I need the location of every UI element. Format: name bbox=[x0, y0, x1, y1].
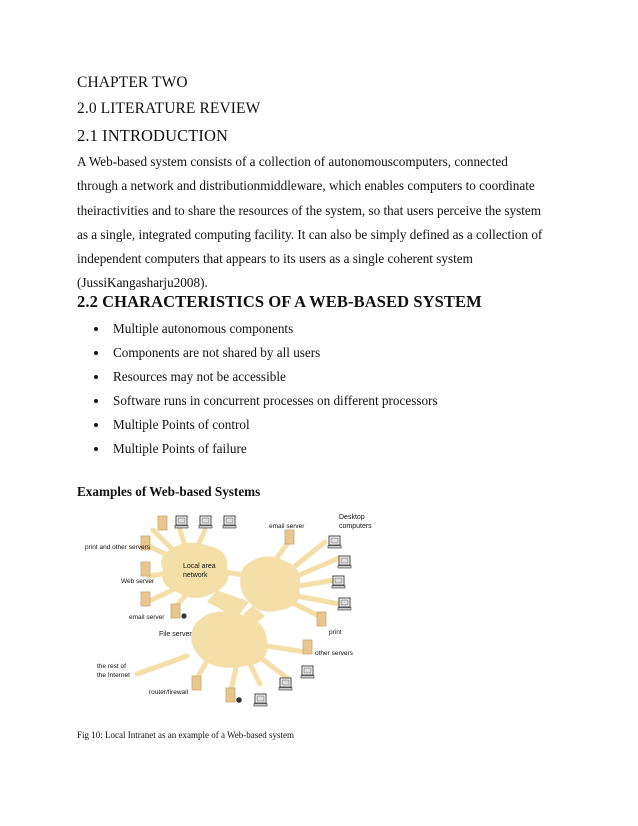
disk-icon bbox=[236, 697, 242, 703]
desktop-computer-icon bbox=[338, 598, 351, 610]
server-icon bbox=[171, 604, 180, 618]
server-icon bbox=[226, 688, 235, 702]
server-icon bbox=[285, 530, 294, 544]
literature-review-heading: 2.0 LITERATURE REVIEW bbox=[77, 100, 261, 117]
server-icon bbox=[141, 592, 150, 606]
list-item: Multiple Points of failure bbox=[77, 437, 438, 461]
email-server-top-label: email server bbox=[269, 523, 305, 530]
desktop-computer-icon bbox=[254, 694, 267, 706]
internet-label-line2: the Internet bbox=[97, 672, 130, 679]
introduction-paragraph bbox=[77, 150, 567, 296]
server-icon bbox=[158, 516, 167, 530]
list-item: Multiple autonomous components bbox=[77, 317, 438, 341]
intranet-diagram bbox=[77, 506, 377, 716]
list-item: Multiple Points of control bbox=[77, 413, 438, 437]
print-servers-label: print and other servers bbox=[85, 544, 151, 551]
file-server-label: File server bbox=[159, 631, 192, 638]
other-servers-label: other servers bbox=[315, 650, 353, 657]
desktop-computer-icon bbox=[328, 536, 341, 548]
desktop-computer-icon bbox=[338, 556, 351, 568]
paragraph-line: theiractivities and to share the resources of the system, so that users perceive the system bbox=[77, 202, 541, 218]
desktop-computer-icon bbox=[332, 576, 345, 588]
list-item: Software runs in concurrent processes on different processors bbox=[77, 389, 438, 413]
desktop-computer-icon bbox=[175, 516, 188, 528]
desktop-computer-icon bbox=[223, 516, 236, 528]
internet-label-line1: the rest of bbox=[97, 663, 126, 670]
server-icon bbox=[141, 562, 150, 576]
email-server-label: email server bbox=[129, 614, 165, 621]
desktop-label-line1: Desktop bbox=[339, 514, 365, 521]
desktop-computer-icon bbox=[279, 678, 292, 690]
web-server-label: Web server bbox=[121, 578, 155, 585]
paragraph-line: as a single, integrated computing facility. It can also be simply defined as a collection of bbox=[77, 226, 543, 242]
characteristics-heading: 2.2 CHARACTERISTICS OF A WEB-BASED SYSTEM bbox=[77, 292, 482, 311]
disk-icon bbox=[181, 613, 186, 618]
list-item: Components are not shared by all users bbox=[77, 341, 438, 365]
list-item: Resources may not be accessible bbox=[77, 365, 438, 389]
desktop-computer-icon bbox=[199, 516, 212, 528]
characteristics-list bbox=[77, 317, 438, 461]
introduction-heading: 2.1 INTRODUCTION bbox=[77, 126, 229, 145]
server-icon bbox=[303, 640, 312, 654]
server-icon bbox=[192, 676, 201, 690]
paragraph-line: A Web-based system consists of a collection of autonomouscomputers, connected bbox=[77, 154, 508, 169]
desktop-computer-icon bbox=[301, 666, 314, 678]
paragraph-line: independent computers that appears to its users as a single coherent system bbox=[77, 251, 473, 267]
lan-label-line1: Local area bbox=[183, 563, 216, 570]
examples-heading: Examples of Web-based Systems bbox=[77, 484, 261, 499]
figure-caption: Fig 10: Local Intranet as an example of a Web-based system bbox=[77, 730, 295, 740]
paragraph-line: (JussiKangasharju2008). bbox=[77, 275, 208, 291]
printer-icon bbox=[317, 612, 326, 626]
paragraph-line: through a network and distributionmiddleware, which enables computers to coordinate bbox=[77, 178, 535, 194]
desktop-label-line2: computers bbox=[339, 523, 372, 530]
lan-label-line2: network bbox=[183, 572, 208, 579]
print-label: print bbox=[329, 629, 342, 636]
router-label: router/firewall bbox=[149, 689, 189, 696]
chapter-heading: CHAPTER TWO bbox=[77, 74, 188, 91]
